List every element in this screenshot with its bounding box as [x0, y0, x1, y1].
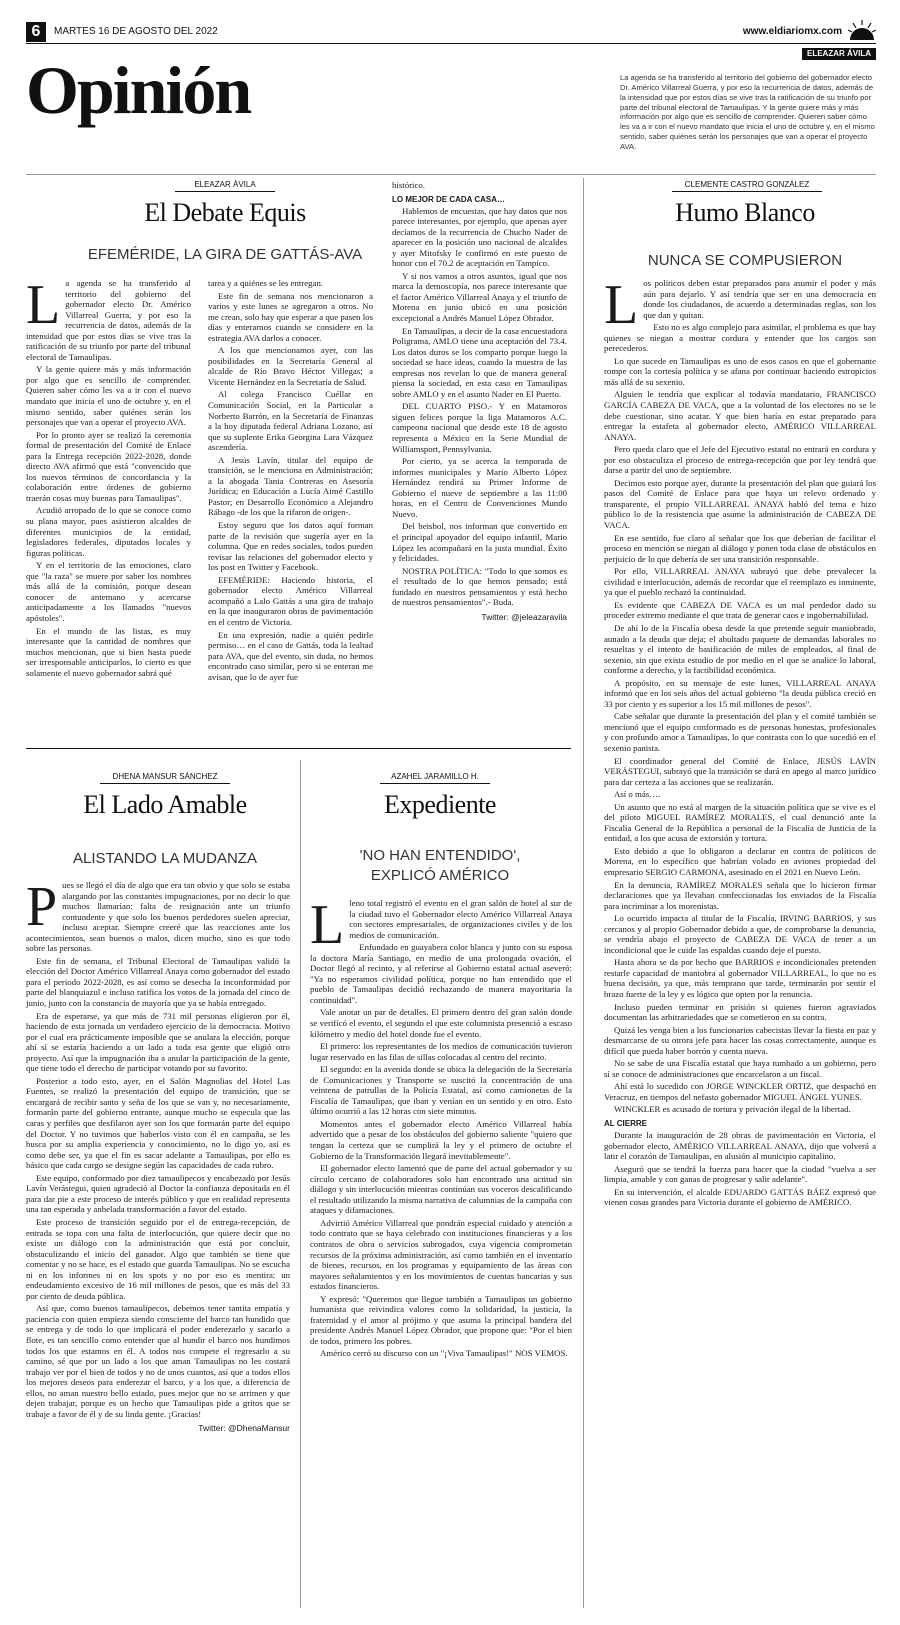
- paragraph: Del beisbol, nos informan que convertido en el principal apoyador del equipo infantil, Mario López les acompañará en la justa mundial. Éxito y felicidades.: [392, 521, 567, 564]
- drop-cap: L: [310, 894, 345, 956]
- paragraph: Este equipo, conformado por diez tamaulipecos y encabezado por Jesús Lavín Verástegui, quien agradeció al Doctor la confianza depositada en él para dar pie a este proceso de interés público y que en realidad representa una tan esperada y anhelada transformación a favor del estado.: [26, 1172, 290, 1215]
- paragraph: Aseguró que se tendrá la fuerza para hacer que la ciudad "vuelva a ser limpia, amable y con ganas de progresar y salir adelante".: [604, 1163, 876, 1185]
- paragraph: A Jesús Lavín, titular del equipo de transición, se le menciona en Administración; a la abogada Tania Contreras en Asesoría Jurídica; en Educación a Lucía Aimé Castillo Pastor; en Desarrollo Económico a Alejandro Rábago -de los que la rifaron de origen-.: [208, 454, 373, 518]
- drop-cap: P: [26, 876, 58, 938]
- humo-title: Humo Blanco: [675, 198, 815, 227]
- paragraph: El gobernador electo lamentó que de parte del actual gobernador y su círculo cercano de colaboradores solo han encontrado una actitud sin diálogo y sin interlocución mientras continúan sus voceros descalificando el resultado utilizando la misma narrativa de calumnias de la campaña con ataques y difamaciones.: [310, 1163, 572, 1216]
- paragraph: Decimos esto porque ayer, durante la presentación del plan que guiará los pasos del Comité de Enlace para que haya un relevo ordenado y transparente, el propio VILLARREAL ANAYA habló del tema e hizo público lo de la resistencia que asume la administración de CABEZA DE VACA.: [604, 477, 876, 531]
- paragraph: Y la gente quiere más y más información por algo que es sencillo de comprender. Quieren saber cómo les va a ir con el nuevo mandato que inicia el uno de octubre y, en el mismo sentido, saber quiénes serán los personajes que van a operar el proyecto AVA.: [26, 364, 191, 428]
- masthead-author-tag: ELEAZAR ÁVILA: [802, 48, 876, 60]
- paragraph: histórico.: [392, 180, 425, 190]
- paragraph: Advirtió Américo Villarreal que pondrán especial cuidado y atención a todo contrato que se haya celebrado con instituciones financieras y a los contratos de obra o servicios subrogados, cuya vigencia comprometan recursos de la próxima administración, así como también en el inventario de bienes, recursos, en los programas y equipamiento de las áreas con mayores señalamientos y en los movimientos de cuentas bancarias y sus estados financieros.: [310, 1217, 572, 1292]
- paragraph: Durante la inauguración de 28 obras de pavimentación en Victoria, el gobernador electo, AMÉRICO VILLARREAL ANAYA, dijo que volverá a latir el corazón de Tamaulipas, en alusión al municipio capitalino.: [604, 1130, 876, 1162]
- column-divider: [583, 178, 584, 1608]
- paragraph: Así o más….: [614, 789, 661, 800]
- paragraph: Este proceso de transición seguido por el de entrega-recepción, de entrada se topa con una falta de interlocución, que quiere decir que no existe un diálogo con la administración que está por concluir, obstaculizando el inicio del ganador. Algo que también se tiene que comentar y no se hace, es el estado que guarda Tamaulipas. No se escucha ni en los informes ni en los spots y no por eso es mentira: un endeudamiento excesivo de 16 mil millones de pesos, que es más del 33 por ciento de deuda pública.: [26, 1216, 290, 1301]
- amable-byline: DHENA MANSUR SÁNCHEZ: [100, 772, 230, 784]
- paragraph: Por lo pronto ayer se realizó la ceremonia formal de presentación del Comité de Enlace para la Entrega recepción 2022-2028, donde directo AVA afirmó que está "convencido que los nuevos términos de concordancia y la colaboración entre órdenes de gobierno traerán cosas muy buenas para Tamaulipas".: [26, 429, 191, 503]
- paragraph: Y expresó: "Queremos que llegue también a Tamaulipas un gobierno humanista que reivindica valores como la solidaridad, la justicia, la fraternidad y el amor al prójimo y que asuma la principal bandera del presidente Andrés Manuel López Obrador, que propone que: "Por el bien de todos, primero los pobres.: [310, 1293, 572, 1346]
- paragraph: En su intervención, el alcalde EDUARDO GATTÁS BÁEZ expresó que vienen cosas grandes para Victoria durante el gobierno de AMÉRICO.: [604, 1186, 876, 1208]
- paragraph: Así que, como buenos tamaulipecos, debemos tener tantita empatía y paciencia con quien empieza siendo consciente del barco tan hundido que se entrega y de todo lo que implicará el poder enderezarlo y sacarlo a flote, es tan sencillo como entender que al hundir el barco nos hundimos todos los que estamos en él. A todos nos compete el regresarlo a su camino, sé que por un lado a los que aman Tamaulipas no les costará trabajo ver por el bien de todos y no de unos cuantos, así que a todos ellos los mejores deseos para enderezar el barco, y a los que, a diferencia de ellos, no aman nuestro bello estado, pues mejor que no se arrimen y que dejen trabajar, porque es un hecho que Tamaulipas pide a gritos que se trabaje a favor de él y de su linda gente. ¡Gracias!: [26, 1303, 290, 1419]
- paragraph: a agenda se ha transferido al territorio del gobierno del gobernador electo Dr. Américo Villarreal Guerra, y por eso la recurrencia de datos, además de la intensidad que por estos días se vive tras la ratificación de su triunfo por parte del tribunal electoral de Tamaulipas.: [26, 278, 191, 362]
- section-heading: LO MEJOR DE CADA CASA…: [392, 194, 506, 204]
- paragraph: Y si nos vamos a otros asuntos, igual que nos marca la demoscopía, nos parece interesante que el factor Américo Villarreal Anaya y el triunfo de Morena en junio ubicó en una posición excepcional a Andrés Manuel López Obrador.: [392, 270, 567, 324]
- debate-title: El Debate Equis: [144, 198, 306, 227]
- paragraph: Por cierto, ya se acerca la temporada de informes municipales y Mario Alberto López Hernández rendirá su Primer Informe de Gobierno el nueve de septiembre a las 11:00 horas, en el Centro de Convenciones Mundo Nuevo.: [392, 456, 567, 519]
- expediente-column: [310, 894, 572, 1613]
- expediente-byline: AZAHEL JARAMILLO H.: [380, 772, 490, 784]
- paragraph: Un asunto que no está al margen de la situación política que se vive es el del piloto MIGUEL RAMÍREZ MORALES, el cual denunció ante la Fiscalía General de la República a personal de la Fiscalía de Justicia de la entidad, a los que acusa de extorsión y tortura.: [604, 801, 876, 844]
- paragraph: NOSTRA POLÍTICA: "Todo lo que somos es el resultado de lo que hemos pensado; está fundado en nuestros pensamientos y está hecho de nuestros pensamientos".- Buda.: [392, 565, 567, 608]
- masthead-summary: La agenda se ha transferido al territorio del gobierno del gobernador electo Dr. Américo Villarreal Guerra, y por eso la recurrencia de datos, además de la intensidad que por estos días se vive tras la ratificación de su triunfo por parte del tribunal electoral de Tamaulipas. Y la gente quiere más y más información por algo que es sencillo de comprender. Quieren saber cómo les va a ir con el nuevo mandato que inicia el uno de octubre y, en el mismo sentido, saber quiénes serán los personajes que van a operar el proyecto AVA.: [620, 73, 875, 152]
- paragraph: El segundo: en la avenida donde se ubica la delegación de la Secretaría de Comunicaciones y Transporte se suscitó la concentración de una veintena de patrullas de la Policía Estatal, así como camionetas de la Fiscalía de Tamaulipas, que iban y venían en un sentido y en otro. Esto último ocurrió a las 12 horas con siete minutos.: [310, 1064, 572, 1117]
- paragraph: Alguien le tendría que explicar al todavía mandatario, FRANCISCO GARCÍA CABEZA DE VACA, que a la voluntad de los electores no se le debe cuestionar, sino acatar. Y que bien haría en estar preparado para entregar la estafeta al gobernador electo, AMÉRICO VILLARREAL ANAYA.: [604, 389, 876, 442]
- page-number: 6: [26, 22, 46, 42]
- paragraph: Cabe señalar que durante la presentación del plan y el comité también se mencionó que el equipo conformado es de personas honestas, profesionales y con profundo amor a Tamaulipas, lo que contrasta con lo que sucedió en el sexenio panista.: [604, 711, 876, 753]
- paragraph: tarea y a quiénes se les entregan.: [208, 278, 324, 288]
- paragraph: En Tamaulipas, a decir de la casa encuestadora Poligrama, AMLO tiene una aceptación del 73.4. Los datos duros se los comparto porque luego la sociedad se hace ideas, cuando la muestra de las empresas nos revelan lo que de manera general piensa la sociedad, en esta caso en Tamaulipas sobre AMLO y en el asunto Nader en El Puerto.: [392, 325, 567, 399]
- paragraph: Vale anotar un par de detalles. El primero dentro del gran salón donde se verificó el evento, el segundo el que este columnista presenció a escaso kilómetro y medio del hotel donde fue el evento.: [310, 1007, 572, 1039]
- paragraph: A los que mencionamos ayer, con las posibilidades en la Secretaría General al alcalde de Río Bravo Héctor Villegas; a Vicente Hernández en la Secretaría de Salud.: [208, 345, 373, 387]
- paragraph: Ahí está lo sucedido con JORGE WINCKLER ORTIZ, que despachó en Veracruz, en tiempos del nefasto gobernador MIGUEL ÁNGEL YUNES.: [604, 1081, 876, 1102]
- paragraph: leno total registró el evento en el gran salón de hotel al sur de la ciudad tuvo el Gobernador electo Américo Villarreal Anaya con sectores empresariales, de organizaciones civiles y de los medios de comunicación.: [349, 898, 572, 940]
- paragraph: Lo que sucede en Tamaulipas es uno de esos casos en que el gobernante rompe con la cortesía política y se afana por continuar haciendo estropicios más allá de su sexenio.: [604, 355, 876, 387]
- paragraph: Hasta ahora se da por hecho que BARRIOS e incondicionales pretenden restarle capacidad de maniobra al gobernador VILLARREAL, lo que no es buena decisión, ya que, más temprano que tarde, terminarán por sentir el brazo fuerte de la ley y es lógico que opten por la renuncia.: [604, 957, 876, 999]
- paragraph: Incluso pueden terminar en prisión si quienes fueron agraviados documentan las arbitrariedades que se cometieron en su contra.: [604, 1001, 876, 1023]
- paragraph: A propósito, en su mensaje de este lunes, VILLARREAL ANAYA informó que en los seis años del actual gobierno "la deuda pública creció en 33 por ciento y es superior a los 15 mil millones de pesos".: [604, 677, 876, 709]
- drop-cap: L: [604, 274, 639, 336]
- paragraph: Esto no es algo complejo para asimilar, el problema es que hay quienes se niegan a mostrar cordura y entender que los cargos son perecederos.: [604, 322, 876, 354]
- debate-byline: ELEAZAR ÁVILA: [175, 180, 275, 192]
- paragraph: Por ello, VILLARREAL ANAYA subrayó que debe prevalecer la civilidad e interlocución, además de recordar que el reemplazo es inminente, ya que el pueblo rechazó la continuidad.: [604, 566, 876, 598]
- section-heading: AL CIERRE: [604, 1119, 647, 1129]
- expediente-title: Expediente: [384, 790, 496, 819]
- page-header: [26, 22, 876, 44]
- paragraph: En una expresión, nadie a quién pedirle permiso… en el caso de Gattás, toda la lealtad para AVA, que del evento, sin duda, no hemos encontrado caso similar, pero si se enteran me avisan, que lo de ayer fue: [208, 629, 373, 682]
- paragraph: Este fin de semana, el Tribunal Electoral de Tamaulipas validó la elección del Doctor Américo Villarreal Anaya como gobernador del estado para el periodo 2022-2028, es así como se desecha la inconformidad por parte del blanquiazul e incluso ratifica los votos de la jornada del cinco de junio, junto con la constancia de mayoría que ya se había entregado.: [26, 955, 290, 1009]
- paragraph: Al colega Francisco Cuéllar en Comunicación Social, en la Particular a Norberto Barrón, en la Secretaría de Finanzas a la hoy diputada federal Adriana Lozano, así que su suplente Erika Georgina Lara Vázquez ascendería.: [208, 389, 373, 453]
- amable-column: [26, 876, 290, 1615]
- debate-column-2: [208, 278, 373, 718]
- paragraph: EFEMÉRIDE: Haciendo historia, el gobernador electo Américo Villarreal acompañó a Lalo Gattás a una gira de trabajo en la que inauguraron obras de pavimentación en el centro de Victoria.: [208, 574, 373, 627]
- paragraph: Acudió arropado de lo que se conoce como su plana mayor, pues asistieron alcaldes de diferentes municipios de la entidad, legisladores federales, diputados locales y figuras políticas.: [26, 505, 191, 558]
- paragraph: Esto debido a que lo obligaron a declarar en contra de políticos de Morena, en lo específico que habrían volado en aviones propiedad del empresario SERGIO CARMONA, asesinado en el 2021 en Nuevo León.: [604, 845, 876, 877]
- drop-cap: L: [26, 274, 61, 336]
- paragraph: Este fin de semana nos mencionaron a varios y este lunes se agregaron a otros. No me crean, solo hay que esperar a que pasen los días y enterarnos cuando se considere en la estrategia AVA darlos a conocer.: [208, 290, 373, 343]
- paragraph: Américo cerró su discurso con un "¡Viva Tamaulipas!" NOS VEMOS.: [320, 1348, 568, 1359]
- paragraph: os políticos deben estar preparados para asumir el poder y más aún para dejarlo. Y así tendría que ser en una democracia en donde los ciudadanos, de acuerdo a determinadas reglas, son los que dan y quitan.: [643, 278, 876, 320]
- paragraph: Pero queda claro que el Jefe del Ejecutivo estatal no entrará en cordura y por eso obstaculiza el proceso de entrega-recepción que por ley tendrá que darse a partir del uno de septiembre.: [604, 444, 876, 476]
- paragraph: El coordinador general del Comité de Enlace, JESÚS LAVÍN VERÁSTEGUI, subrayó que la transición se dará en apego al marco jurídico para dar certeza a las acciones que se realizarán.: [604, 755, 876, 787]
- amable-topic: ALISTANDO LA MUDANZA: [73, 850, 257, 867]
- sun-logo-icon: [848, 20, 876, 42]
- debate-column-1: [26, 274, 191, 718]
- paragraph: En el mundo de las listas, es muy interesante que la cantidad de nombres que muchos mencionan, que si bien hasta puede ser irresponsable anticiparlos, lo cierto es que solamente el nuevo gobernador sabrá qué: [26, 625, 191, 678]
- paragraph: Momentos antes el gobernador electo Américo Villarreal había advertido que a pesar de los obstáculos del gobierno saliente "quiero que tengan la certeza que se cumplirá la ley y el primero de octubre el Gobierno de la Transformación llegará inevitablemente".: [310, 1118, 572, 1161]
- paragraph: Estoy seguro que los datos aquí forman parte de la revisión que sugería ayer en la columna. Que en redes sociales, todos pueden revisar las relaciones del gobernador electo y los post en Twitter y Facebook.: [208, 520, 373, 573]
- paragraph: Es evidente que CABEZA DE VACA es un mal perdedor dado su proceder extremo mediante el que trata de generar caos e ingobernabilidad.: [604, 599, 876, 621]
- expediente-topic: [310, 846, 570, 885]
- paragraph: Lo ocurrido impacta al titular de la Fiscalía, IRVING BARRIOS, y sus cercanos y al propio Gobernador debido a que, de comprobarse la denuncia, se vendría abajo el proyecto de CABEZA DE VACA de tener a un incondicional que le cuide las espaldas cuando deje el puesto.: [604, 913, 876, 955]
- paragraph: Enfundado en guayabera color blanca y junto con su esposa la doctora María Santiago, en medio de una prolongada ovación, el Doctor llegó al recinto, y al referirse al Gobierno estatal actual aseveró: "Ya no esperamos civilidad política, porque no han entendido que el pueblo de Tamaulipas decidió rechazando de manera mayoritaria la continuidad".: [310, 942, 572, 1005]
- paragraph: Quizá les venga bien a los funcionarios cabecistas llevar la fiesta en paz y desmarcarse de su otrora jefe para hacer las cosas correctamente, aunque es difícil que pueda haber borrón y cuenta nueva.: [604, 1024, 876, 1056]
- twitter-handle[interactable]: Twitter: @DhenaMansur: [198, 1423, 290, 1434]
- website-link[interactable]: www.eldiariomx.com: [742, 26, 842, 37]
- paragraph: No se sabe de una Fiscalía estatal que haya tumbado a un gobierno, pero sí se conoce de administraciones que encarcelaron a un fiscal.: [604, 1058, 876, 1079]
- paragraph: Hablemos de encuestas, que hay datos que nos parece interesantes, por ejemplo, que apenas ayer decíamos de la recurrencia de Chucho Nader de aparecer en la posición uno nacional de alcaldes y ayer Mitofsky le confirmó en este puesto de honor con el 70.2 de aceptación en Tampico.: [392, 205, 567, 269]
- paragraph: De ahí lo de la Fiscalía obesa desde la que pretende seguir maniobrado, aunado a la deuda que deja; el abultado paquete de demandas laborales no resueltas y el intento de basificación de miles de empleados, al final de sexenio, sin que exista estudio de por medio en el que se analice lo laboral, conforme a derecho, y la factibilidad económica.: [604, 622, 876, 676]
- paragraph: En ese sentido, fue claro al señalar que los que deberían de facilitar el proceso en mención se niegan al diálogo y ponen toda clase de obstáculos en perjuicio de lo que debería de ser una transición responsable.: [604, 532, 876, 564]
- section-title: Opinión: [26, 52, 251, 128]
- twitter-handle[interactable]: Twitter: @jeleazaravila: [481, 611, 567, 622]
- paragraph: Y en el territorio de las emociones, claro que "la raza" se muere por saber los nombres más allá de la comisión, porque desean conocer de antemano y acercarse anticipadamente a los llamados "nuevos apóstoles".: [26, 560, 191, 623]
- debate-topic: EFEMÉRIDE, LA GIRA DE GATTÁS-AVA: [87, 246, 363, 263]
- paragraph: El primero: los representantes de los medios de comunicación tuvieron lugar reservado en las filas de sillas colocadas al centro del recinto.: [310, 1041, 572, 1062]
- paragraph: DEL CUARTO PISO.- Y en Matamoros siguen felices porque la liga Matamoros A.C. campeona nacional que desde este 18 de agosto representa a México en la Serie Mundial de Williamsport, Pennsylvania.: [392, 401, 567, 454]
- column-divider: [300, 760, 301, 1608]
- amable-title: El Lado Amable: [83, 790, 247, 819]
- paragraph: WINCKLER es acusado de tortura y privación ilegal de la libertad.: [614, 1104, 851, 1115]
- paragraph: En la denuncia, RAMÍREZ MORALES señala que lo hicieron firmar declaraciones que ya llevaban confeccionadas los enviados de la Fiscalía para incriminar a los morenistas.: [604, 879, 876, 911]
- paragraph: Era de esperarse, ya que más de 731 mil personas eligieron por él, haciendo de esta jornada un verdadero ejercicio de la democracia. Motivo por el cual era prácticamente imposible que se anulara la elección, porque ahí sí se estaría haciendo a un lado a toda esa gente que eligió otro proyecto. Así que la impugnación iba a anular la participación de la gente, que tiene todo el derecho de participar votando por su favorito.: [26, 1010, 290, 1074]
- humo-column: [604, 274, 876, 1618]
- humo-byline: CLEMENTE CASTRO GONZÁLEZ: [672, 180, 822, 192]
- debate-column-3: [392, 180, 567, 740]
- paragraph: ues se llegó el día de algo que era tan obvio y que solo se estaba alargando por las constantes impugnaciones, por no decir lo que muchos llamarían: falta de resignación ante un triunfo contundente y que solo los buenos perdedores suelen apreciar, incluso aceptar. Siempre creeré que las reacciones ante los acontecimientos, sean buenos o malos, dicen mucho, sino es que todo sobre las personas.: [26, 880, 290, 954]
- topic-line: EXPLICÓ AMÉRICO: [370, 866, 510, 884]
- publication-date: MARTES 16 DE AGOSTO DEL 2022: [54, 26, 218, 37]
- masthead-divider: [26, 174, 876, 175]
- humo-topic: NUNCA SE COMPUSIERON: [647, 252, 843, 269]
- section-divider: [26, 748, 571, 749]
- paragraph: Posterior a todo esto, ayer, en el Salón Magnolias del Hotel Las Fuentes, se realizó la presentación del equipo de transición, que se encargará de recibir santo y seña de los que se van y, no necesariamente, formarán parte del gobierno entrante, aunque mucho se especula que las caras y perfiles que desfilaron ayer son los que formarán parte del equipo del Doctor. Y no tuvimos que haberlos visto con él en campaña, se les busca por su amplia experiencia y conocimiento, no lo digo yo, así es como debe ser, ya que el fin es sacar adelante a Tamaulipas, por ello es básico que cada cargo se designe según las capacidades de cada rubro.: [26, 1075, 290, 1171]
- topic-line: 'NO HAN ENTENDIDO',: [359, 847, 521, 864]
